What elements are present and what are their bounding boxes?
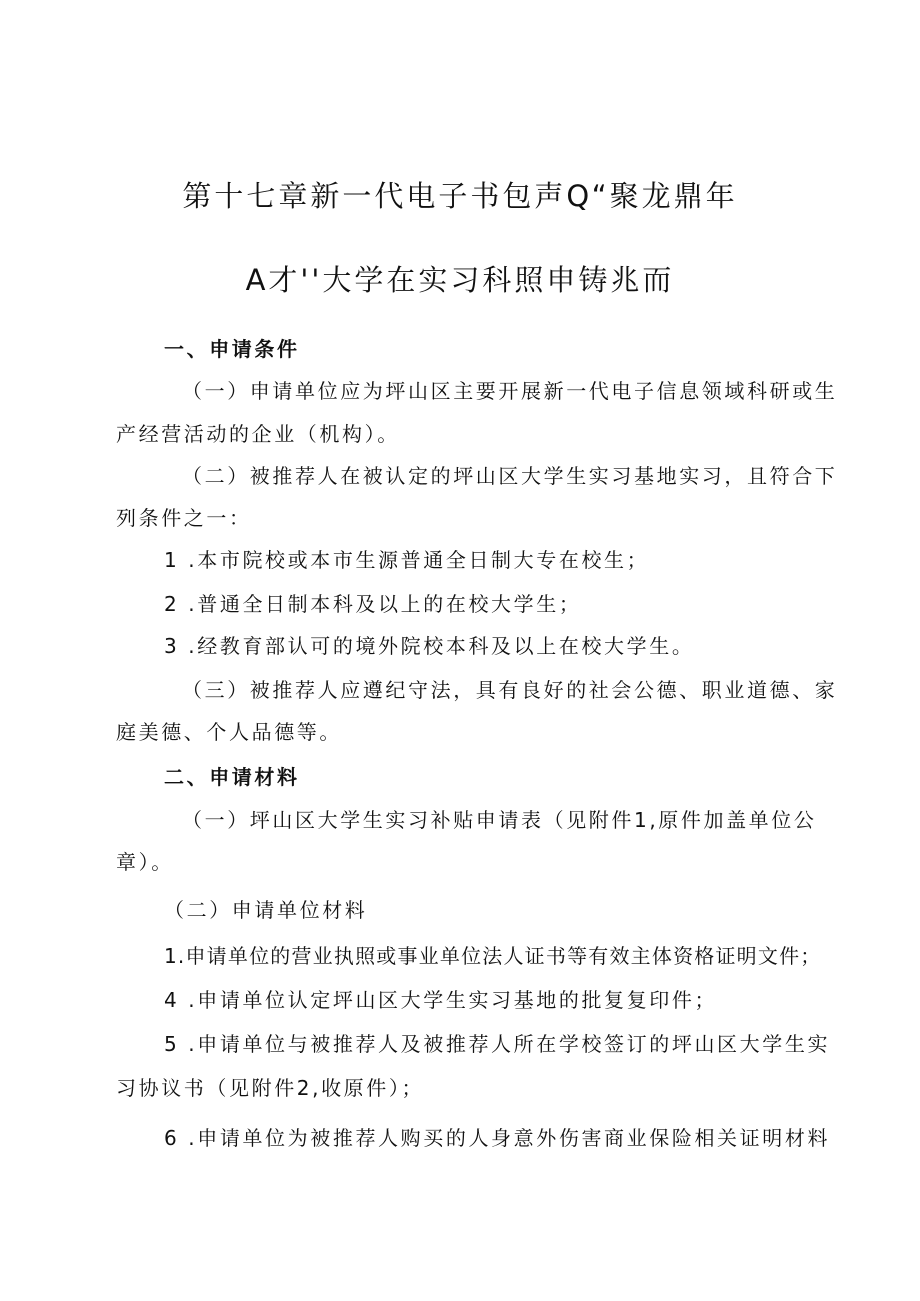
s1-paragraph3-line1: （三）被推荐人应遵纪守法，具有良好的社会公德、职业道德、家 [182,678,838,702]
s1-paragraph2-line1: （二）被推荐人在被认定的坪山区大学生实习基地实习，且符合下 [182,464,838,488]
s1-paragraph1-line2: 产经营活动的企业（机构）。 [116,422,400,446]
s2-list-item-6: 6 .申请单位为被推荐人购买的人身意外伤害商业保险相关证明材料 [164,1126,831,1150]
s2-list-item-5-line1: 5 .申请单位与被推荐人及被推荐人所在学校签订的坪山区大学生实 [164,1032,831,1056]
s2-paragraph1-line2: 章）。 [116,850,174,874]
s2-list-item-5-line2: 习协议书（见附件2,收原件）； [116,1076,425,1100]
section1-heading: 一、申请条件 [164,337,300,361]
s2-paragraph1-line1: （一）坪山区大学生实习补贴申请表（见附件1,原件加盖单位公 [182,808,817,832]
s2-list-item-4: 4 .申请单位认定坪山区大学生实习基地的批复复印件； [164,988,718,1012]
document-title-line2: A才''大学在实习科照申铸兆而 [245,263,675,297]
s1-paragraph2-line2: 列条件之一： [116,506,252,530]
s1-list-item-1: 1 .本市院校或本市生源普通全日制大专在校生； [164,548,650,572]
s2-list-item-1: 1.申请单位的营业执照或事业单位法人证书等有效主体资格证明文件； [164,944,822,968]
s2-paragraph2: （二）申请单位材料 [164,898,368,922]
s1-paragraph1-line1: （一）申请单位应为坪山区主要开展新一代电子信息领域科研或生 [182,379,838,403]
s1-list-item-2: 2 .普通全日制本科及以上的在校大学生； [164,592,582,616]
s1-paragraph3-line2: 庭美德、个人品德等。 [116,720,342,744]
section2-heading: 二、申请材料 [164,765,300,789]
s1-list-item-3: 3 .经教育部认可的境外院校本科及以上在校大学生。 [164,634,695,658]
document-title-line1: 第十七章新一代电子书包声Q“聚龙鼎年 [182,179,738,213]
